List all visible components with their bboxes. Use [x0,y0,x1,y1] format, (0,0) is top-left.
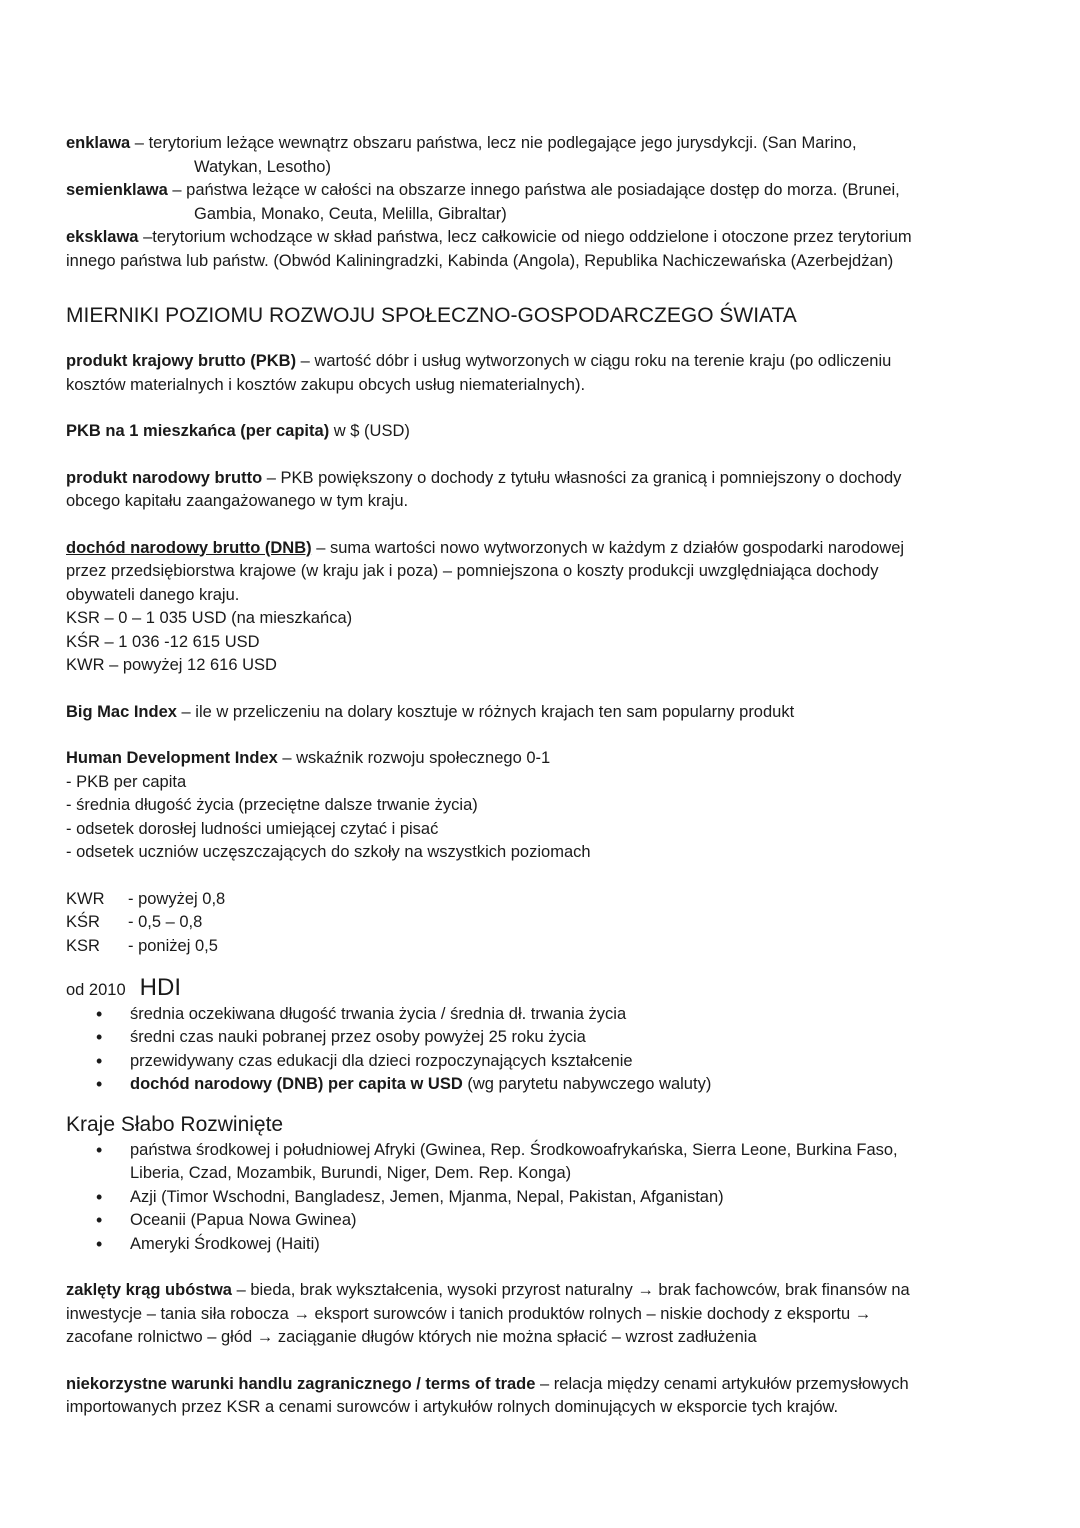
pkb-definition: produkt krajowy brutto (PKB) – wartość dóbr i usług wytworzonych w ciągu roku na terenie kraju (po odliczeniu [66,352,892,370]
list-item: • przewidywany czas edukacji dla dzieci rozpoczynających kształcenie [130,1050,1010,1074]
term-poverty: zaklęty krąg ubóstwa [66,1281,232,1299]
hdi-2010-list [66,1003,1010,1097]
spacer [66,1256,1010,1279]
semienklawa-definition: semienklawa – państwa leżące w całości na obszarze innego państwa ale posiadające dostęp do morza. (Brunei, [66,181,900,199]
term-pkb: produkt krajowy brutto (PKB) [66,352,297,370]
list-item: • dochód narodowy (DNB) per capita w USD (wg parytetu nabywczego waluty) [130,1073,1010,1097]
eksklawa-continuation: innego państwa lub państw. (Obwód Kaliningradzki, Kabinda (Angola), Republika Nachiczewańska (Azerbejdżan) [66,251,894,270]
semienklawa-continuation: Gambia, Monako, Ceuta, Melilla, Gibraltar) [194,204,507,223]
eksklawa-definition: eksklawa –terytorium wchodzące w skład państwa, lecz całkowicie od niego oddzielone i otoczone przez terytorium [66,228,912,246]
poverty-continuation-1: inwestycje – tania siła robocza → eksport surowców i tanich produktów rolnych – niskie dochody z eksportu → [66,1304,872,1323]
spacer [66,273,1010,298]
pnb-continuation: obcego kapitału zaangażowanego w tym kraju. [66,492,409,510]
dnb-continuation-2: obywateli danego kraju. [66,585,240,604]
dnb-kwr: KWR – powyżej 12 616 USD [66,656,277,674]
spacer [66,330,1010,350]
term-hdi: Human Development Index [66,749,278,767]
hdi-item: - odsetek uczniów uczęszczających do szkoły na wszystkich poziomach [66,843,591,861]
hdi-2010-heading [66,976,1010,1003]
term-trade: niekorzystne warunki handlu zagranicznego / terms of trade [66,1374,536,1393]
hdi-definition: Human Development Index – wskaźnik rozwoju społecznego 0-1 [66,749,551,767]
ksr-section-title: Kraje Słabo Rozwinięte [66,1112,284,1136]
poverty-definition: zaklęty krąg ubóstwa – bieda, brak wykształcenia, wysoki przyrost naturalny → brak fachowców, brak finansów na [66,1281,910,1299]
spacer [66,514,1010,537]
pkb-continuation: kosztów materialnych i kosztów zakupu obcych usług niematerialnych). [66,375,586,394]
ksr-list [66,1139,1010,1257]
term-bigmac: Big Mac Index [66,702,177,721]
pnb-definition: produkt narodowy brutto – PKB powiększony o dochody z tytułu własności za granicą i pomniejszony o dochody [66,468,902,487]
spacer [66,444,1010,467]
threshold-label: KWR [66,889,105,908]
dnb-continuation-1: przez przedsiębiorstwa krajowe (w kraju jak i poza) – pomniejszona o koszty produkcji uwzględniająca dochody [66,562,879,580]
hdi-2010-title: HDI [139,974,181,1001]
threshold-label: KSR [66,936,100,955]
spacer [66,397,1010,420]
term-dnb: dochód narodowy brutto (DNB) [66,538,312,557]
term-semienklawa: semienklawa [66,181,168,199]
hdi-2010-prefix: od 2010 [66,981,126,999]
spacer [66,1350,1010,1373]
threshold-value: - poniżej 0,5 [128,936,218,955]
threshold-label: KŚR [66,913,100,931]
hdi-thresholds [66,888,1010,959]
spacer [66,724,1010,747]
section-heading: MIERNIKI POZIOMU ROZWOJU SPOŁECZNO-GOSPODARCZEGO ŚWIATA [66,304,797,327]
threshold-value: - 0,5 – 0,8 [128,913,203,931]
spacer [66,958,1010,976]
spacer [66,678,1010,701]
trade-definition: niekorzystne warunki handlu zagranicznego / terms of trade – relacja między cenami artykułów przemysłowych [66,1374,909,1393]
term-enklawa: enklawa [66,134,131,152]
poverty-continuation-2: zacofane rolnictwo – głód → zaciąganie długów których nie można spłacić – wzrost zadłużenia [66,1328,757,1346]
term-eksklawa: eksklawa [66,228,139,246]
list-item: • państwa środkowej i południowej Afryki (Gwinea, Rep. Środkowoafrykańska, Sierra Leone, Burkina Faso, Liberia, Czad, Mozambik, Burundi, Niger, Dem. Rep. Konga) [130,1139,1010,1186]
list-item: • średnia oczekiwana długość trwania życia / średnia dł. trwania życia [130,1003,1010,1027]
enklawa-definition: enklawa – terytorium leżące wewnątrz obszaru państwa, lecz nie podlegające jego jurysdykcji. (San Marino, [66,134,857,152]
enklawa-continuation: Watykan, Lesotho) [194,157,331,176]
spacer [66,865,1010,888]
dnb-ksr: KSR – 0 – 1 035 USD (na mieszkańca) [66,609,353,627]
list-item: • Ameryki Środkowej (Haiti) [130,1233,1010,1257]
list-item: • Oceanii (Papua Nowa Gwinea) [130,1209,1010,1233]
list-item: • Azji (Timor Wschodni, Bangladesz, Jemen, Mjanma, Nepal, Pakistan, Afganistan) [130,1186,1010,1210]
spacer [66,1097,1010,1111]
pkb-capita: PKB na 1 mieszkańca (per capita) w $ (USD) [66,422,410,440]
threshold-value: - powyżej 0,8 [128,889,226,908]
dnb-definition: dochód narodowy brutto (DNB) – suma wartości nowo wytworzonych w każdym z działów gospodarki narodowej [66,538,905,557]
term-pnb: produkt narodowy brutto [66,468,263,487]
hdi-item: - odsetek dorosłej ludności umiejącej czytać i pisać [66,819,439,838]
dnb-kssr: KŚR – 1 036 -12 615 USD [66,632,260,651]
bigmac-definition: Big Mac Index – ile w przeliczeniu na dolary kosztuje w różnych krajach ten sam popularny produkt [66,702,795,721]
trade-continuation: importowanych przez KSR a cenami surowców i artykułów rolnych dominujących w eksporcie tych krajów. [66,1398,839,1416]
term-pkb-capita: PKB na 1 mieszkańca (per capita) [66,422,330,440]
hdi-item: - PKB per capita [66,772,187,791]
hdi-item: - średnia długość życia (przeciętne dalsze trwanie życia) [66,796,478,814]
list-item: • średni czas nauki pobranej przez osoby powyżej 25 roku życia [130,1026,1010,1050]
